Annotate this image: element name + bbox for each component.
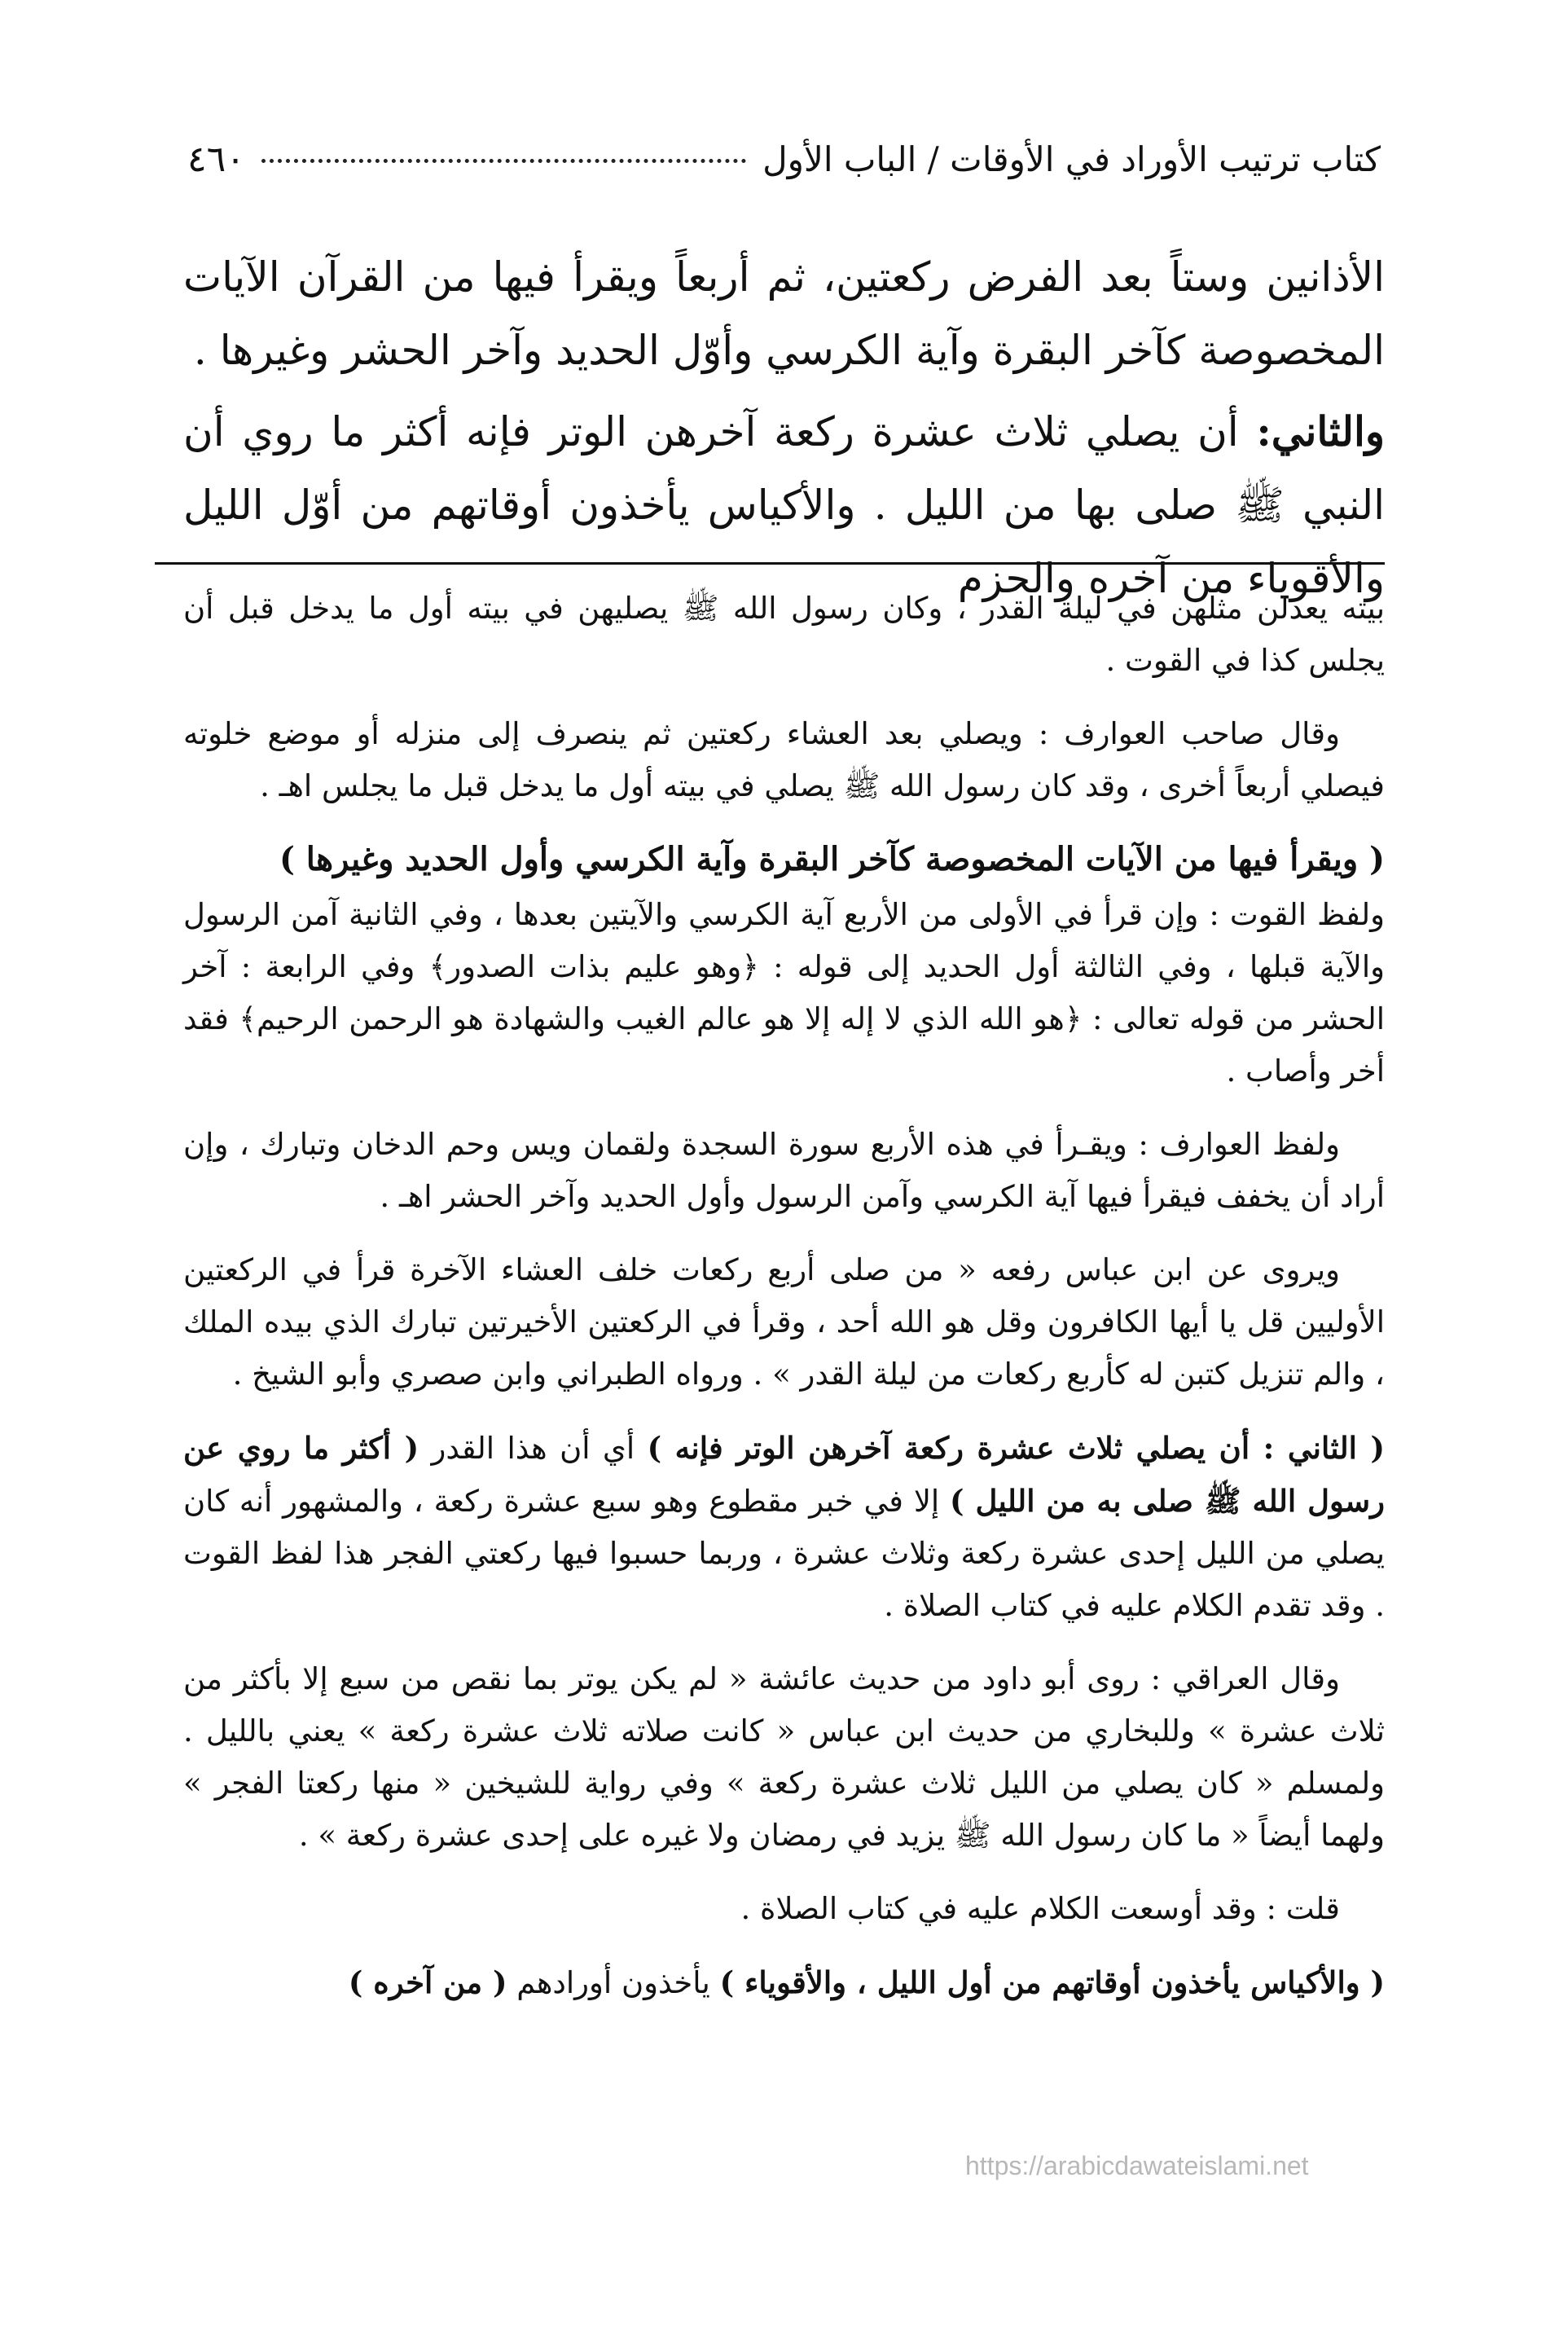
page-number: ٤٦٠: [187, 139, 245, 180]
commentary-paragraph-5: ويروى عن ابن عباس رفعه « من صلى أربع ركعات خلف العشاء الآخرة قرأ في الركعتين الأوليين قل يا أيها الكافرون وقل هو الله أحد ، وقرأ في الركعتين الأخيرتين تبارك الذي بيده الملك ، والم تنزيل كتبن له كأربع ركعات من ليلة القدر » . ورواه الطبراني وابن صصري وأبو الشيخ .: [183, 1252, 1385, 1392]
main-text: [183, 240, 1385, 623]
running-header: [187, 139, 1381, 196]
commentary-paragraph-6-text-1: أي أن هذا القدر: [419, 1431, 648, 1466]
main-paragraph-2-lead: والثاني:: [1256, 407, 1385, 455]
main-paragraph-2-text: أن يصلي ثلاث عشرة ركعة آخرهن الوتر فإنه أكثر ما روي أن النبي ﷺ صلى بها من الليل . والأكياس يأخذون أوقاتهم من أوّل الليل والأقوياء من آخره والحزم: [183, 408, 1385, 602]
commentary: [183, 583, 1385, 2030]
commentary-paragraph-9-bold-2: ( من آخره ): [348, 1964, 507, 2000]
commentary-paragraph-9-bold-1: ( والأكياس يأخذون أوقاتهم من أول الليل ، والأقوياء ): [719, 1964, 1385, 2000]
commentary-paragraph-6-bold-1: ( الثاني : أن يصلي ثلاث عشرة ركعة آخرهن الوتر فإنه ): [647, 1430, 1385, 1466]
commentary-paragraph-6-text-2: إلا في خبر مقطوع وهو سبع عشرة ركعة ، والمشهور أنه كان يصلي من الليل إحدى عشرة ركعة وثلاث عشرة ، وربما حسبوا فيها ركعتي الفجر هذا لفظ القوت . وقد تقدم الكلام عليه في كتاب الصلاة .: [183, 1484, 1385, 1623]
commentary-paragraph-6: [183, 1422, 1385, 1632]
commentary-paragraph-9: [183, 1956, 1385, 2009]
commentary-paragraph-8: قلت : وقد أوسعت الكلام عليه في كتاب الصلاة .: [740, 1891, 1340, 1926]
commentary-paragraph-6-bold-2: ( أكثر ما روي عن رسول الله ﷺ صلى به من الليل ): [183, 1430, 1385, 1519]
commentary-paragraph-3: ولفظ القوت : وإن قرأ في الأولى من الأربع آية الكرسي والآيتين بعدها ، وفي الثانية آمن الرسول والآية قبلها ، وفي الثالثة أول الحديد إلى قوله : ﴿وهو عليم بذات الصدور﴾ وفي الرابعة : آخر الحشر من قوله تعالى : ﴿هو الله الذي لا إله إلا هو عالم الغيب والشهادة هو الرحمن الرحيم﴾ فقد أخر وأصاب .: [183, 897, 1385, 1089]
running-title: كتاب ترتيب الأوراد في الأوقات / الباب الأول: [762, 139, 1381, 179]
commentary-paragraph-9-text: يأخذون أورادهم: [507, 1965, 720, 2000]
leader-dots: [261, 159, 746, 163]
main-paragraph-1: الأذانين وستاً بعد الفرض ركعتين، ثم أربعاً ويقرأ فيها من القرآن الآيات المخصوصة كآخر البقرة وآية الكرسي وأوّل الحديد وآخر الحشر وغيرها .: [183, 253, 1385, 374]
commentary-paragraph-1: بيته يعدلن مثلهن في ليلة القدر ، وكان رسول الله ﷺ يصليهن في بيته أول ما يدخل قبل أن يجلس كذا في القوت .: [183, 591, 1385, 678]
commentary-heading-1: ( ويقرأ فيها من الآيات المخصوصة كآخر البقرة وآية الكرسي وأول الحديد وغيرها ): [279, 840, 1385, 878]
commentary-paragraph-4: ولفظ العوارف : ويقـرأ في هذه الأربع سورة السجدة ولقمان ويس وحم الدخان وتبارك ، وإن أراد أن يخفف فيقرأ فيها آية الكرسي وآمن الرسول وأول الحديد وآخر الحشر اهـ .: [183, 1127, 1385, 1214]
separator-rule: [155, 562, 1385, 565]
watermark-url: https://arabicdawateislami.net: [965, 2151, 1309, 2180]
commentary-paragraph-7: وقال العراقي : روى أبو داود من حديث عائشة « لم يكن يوتر بما نقص من سبع إلا بأكثر من ثلاث عشرة » وللبخاري من حديث ابن عباس « كانت صلاته ثلاث عشرة ركعة » يعني بالليل . ولمسلم « كان يصلي من الليل ثلاث عشرة ركعة » وفي رواية للشيخين « منها ركعتا الفجر » ولهما أيضاً « ما كان رسول الله ﷺ يزيد في رمضان ولا غيره على إحدى عشرة ركعة » .: [183, 1661, 1385, 1853]
commentary-paragraph-2: وقال صاحب العوارف : ويصلي بعد العشاء ركعتين ثم ينصرف إلى منزله أو موضع خلوته فيصلي أربعاً أخرى ، وقد كان رسول الله ﷺ يصلي في بيته أول ما يدخل قبل ما يجلس اهـ .: [183, 716, 1385, 803]
